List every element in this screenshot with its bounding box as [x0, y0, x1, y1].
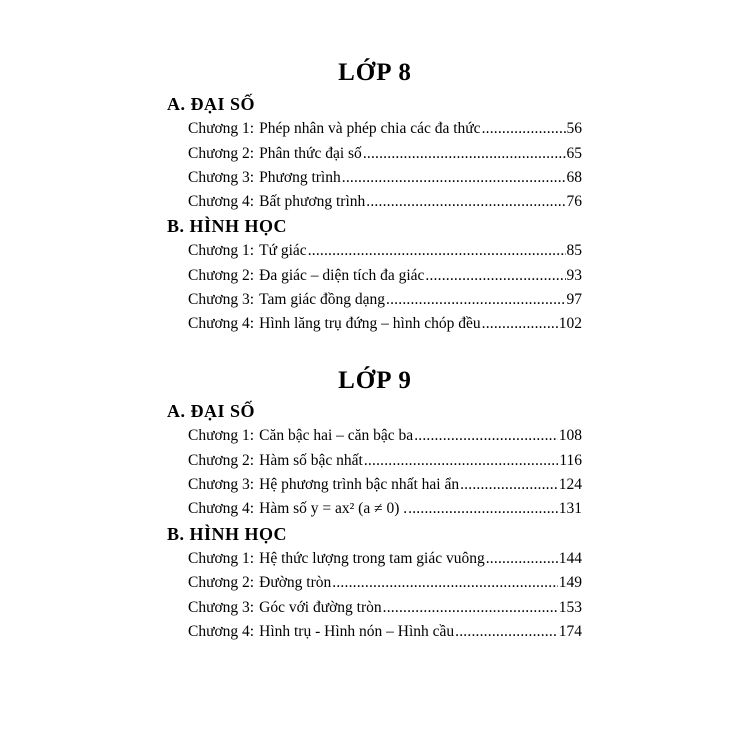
toc-chapter-label: Chương 1: — [188, 427, 255, 444]
toc-chapter-title: Tứ giác — [259, 242, 307, 259]
toc-chapter-title: Đa giác – diện tích đa giác — [259, 267, 425, 284]
toc-dot-leader — [414, 424, 558, 448]
toc-dot-leader — [308, 239, 566, 263]
toc-chapter-title: Căn bậc hai – căn bậc ba — [259, 427, 414, 444]
toc-chapter-label: Chương 2: — [188, 267, 255, 284]
toc-entry — [188, 239, 582, 263]
toc-chapter-label: Chương 1: — [188, 242, 255, 259]
toc-entry — [188, 497, 582, 521]
toc-entry — [188, 312, 582, 336]
toc-dot-leader — [408, 497, 558, 521]
toc-chapter-label: Chương 3: — [188, 599, 255, 616]
toc-dot-leader — [363, 142, 566, 166]
toc-chapter-label: Chương 2: — [188, 574, 255, 591]
toc-entry — [188, 264, 582, 288]
toc-dot-leader — [366, 190, 565, 214]
toc-chapter-title: Hệ thức lượng trong tam giác vuông — [259, 550, 485, 567]
toc-entry — [188, 117, 582, 141]
toc-chapter-title: Phân thức đại số — [259, 145, 362, 162]
toc-chapter-label: Chương 2: — [188, 145, 255, 162]
toc-dot-leader — [342, 166, 566, 190]
toc-dot-leader — [486, 547, 558, 571]
toc-page-number: 97 — [566, 291, 582, 308]
toc-page-number: 76 — [566, 193, 582, 210]
grade-8-title: LỚP 8 — [338, 59, 412, 86]
toc-chapter-title: Phương trình — [259, 169, 341, 186]
toc-dot-leader — [482, 117, 566, 141]
toc-page-number: 149 — [558, 574, 582, 591]
toc-dot-leader — [364, 449, 558, 473]
toc-page-number: 65 — [566, 145, 582, 162]
toc-chapter-title: Phép nhân và phép chia các đa thức — [259, 120, 481, 137]
toc-dot-leader — [386, 288, 565, 312]
toc-chapter-title: Hàm số bậc nhất — [259, 452, 363, 469]
toc-entry — [188, 547, 582, 571]
toc-dot-leader — [455, 620, 558, 644]
toc-dot-leader — [482, 312, 558, 336]
toc-page-number: 68 — [566, 169, 582, 186]
toc-entry — [188, 571, 582, 595]
toc-page-number: 131 — [558, 500, 582, 517]
toc-entry — [188, 473, 582, 497]
toc-chapter-title: Tam giác đồng dạng — [259, 291, 386, 308]
toc-dot-leader — [383, 596, 558, 620]
toc-page-number: 174 — [558, 623, 582, 640]
toc-page-number: 108 — [558, 427, 582, 444]
toc-chapter-label: Chương 3: — [188, 169, 255, 186]
toc-chapter-label: Chương 2: — [188, 452, 255, 469]
toc-page-number: 124 — [558, 476, 582, 493]
toc-entry — [188, 190, 582, 214]
toc-page-number: 144 — [558, 550, 582, 567]
toc-page-number: 102 — [558, 315, 582, 332]
toc-entry — [188, 449, 582, 473]
toc-entry — [188, 596, 582, 620]
toc-chapter-title: Hàm số y = ax² (a ≠ 0) . — [259, 500, 408, 517]
toc-chapter-label: Chương 4: — [188, 500, 255, 517]
toc-chapter-label: Chương 3: — [188, 291, 255, 308]
toc-entry — [188, 620, 582, 644]
toc-page-number: 116 — [559, 452, 582, 469]
grade-8-algebra-heading: A. ĐẠI SỐ — [167, 94, 256, 114]
toc-page-number: 153 — [558, 599, 582, 616]
toc-entry — [188, 424, 582, 448]
toc-chapter-label: Chương 4: — [188, 623, 255, 640]
toc-dot-leader — [332, 571, 557, 595]
toc-page-number: 56 — [566, 120, 582, 137]
toc-entry — [188, 142, 582, 166]
toc-chapter-label: Chương 1: — [188, 550, 255, 567]
toc-chapter-title: Hệ phương trình bậc nhất hai ẩn — [259, 476, 460, 493]
toc-chapter-title: Bất phương trình — [259, 193, 366, 210]
toc-dot-leader — [460, 473, 558, 497]
grade-9-geometry-heading: B. HÌNH HỌC — [167, 524, 288, 544]
toc-chapter-title: Đường tròn — [259, 574, 332, 591]
grade-9-algebra-heading: A. ĐẠI SỐ — [167, 401, 256, 421]
toc-entry — [188, 166, 582, 190]
toc-chapter-label: Chương 1: — [188, 120, 255, 137]
toc-entry — [188, 288, 582, 312]
toc-chapter-label: Chương 4: — [188, 315, 255, 332]
toc-page-number: 85 — [566, 242, 582, 259]
toc-chapter-title: Hình trụ - Hình nón – Hình cầu — [259, 623, 455, 640]
toc-chapter-title: Góc với đường tròn — [259, 599, 382, 616]
toc-chapter-title: Hình lăng trụ đứng – hình chóp đều — [259, 315, 481, 332]
grade-9-title: LỚP 9 — [338, 367, 412, 394]
toc-chapter-label: Chương 3: — [188, 476, 255, 493]
toc-page-number: 93 — [566, 267, 582, 284]
grade-8-geometry-heading: B. HÌNH HỌC — [167, 216, 288, 236]
toc-dot-leader — [425, 264, 565, 288]
toc-chapter-label: Chương 4: — [188, 193, 255, 210]
